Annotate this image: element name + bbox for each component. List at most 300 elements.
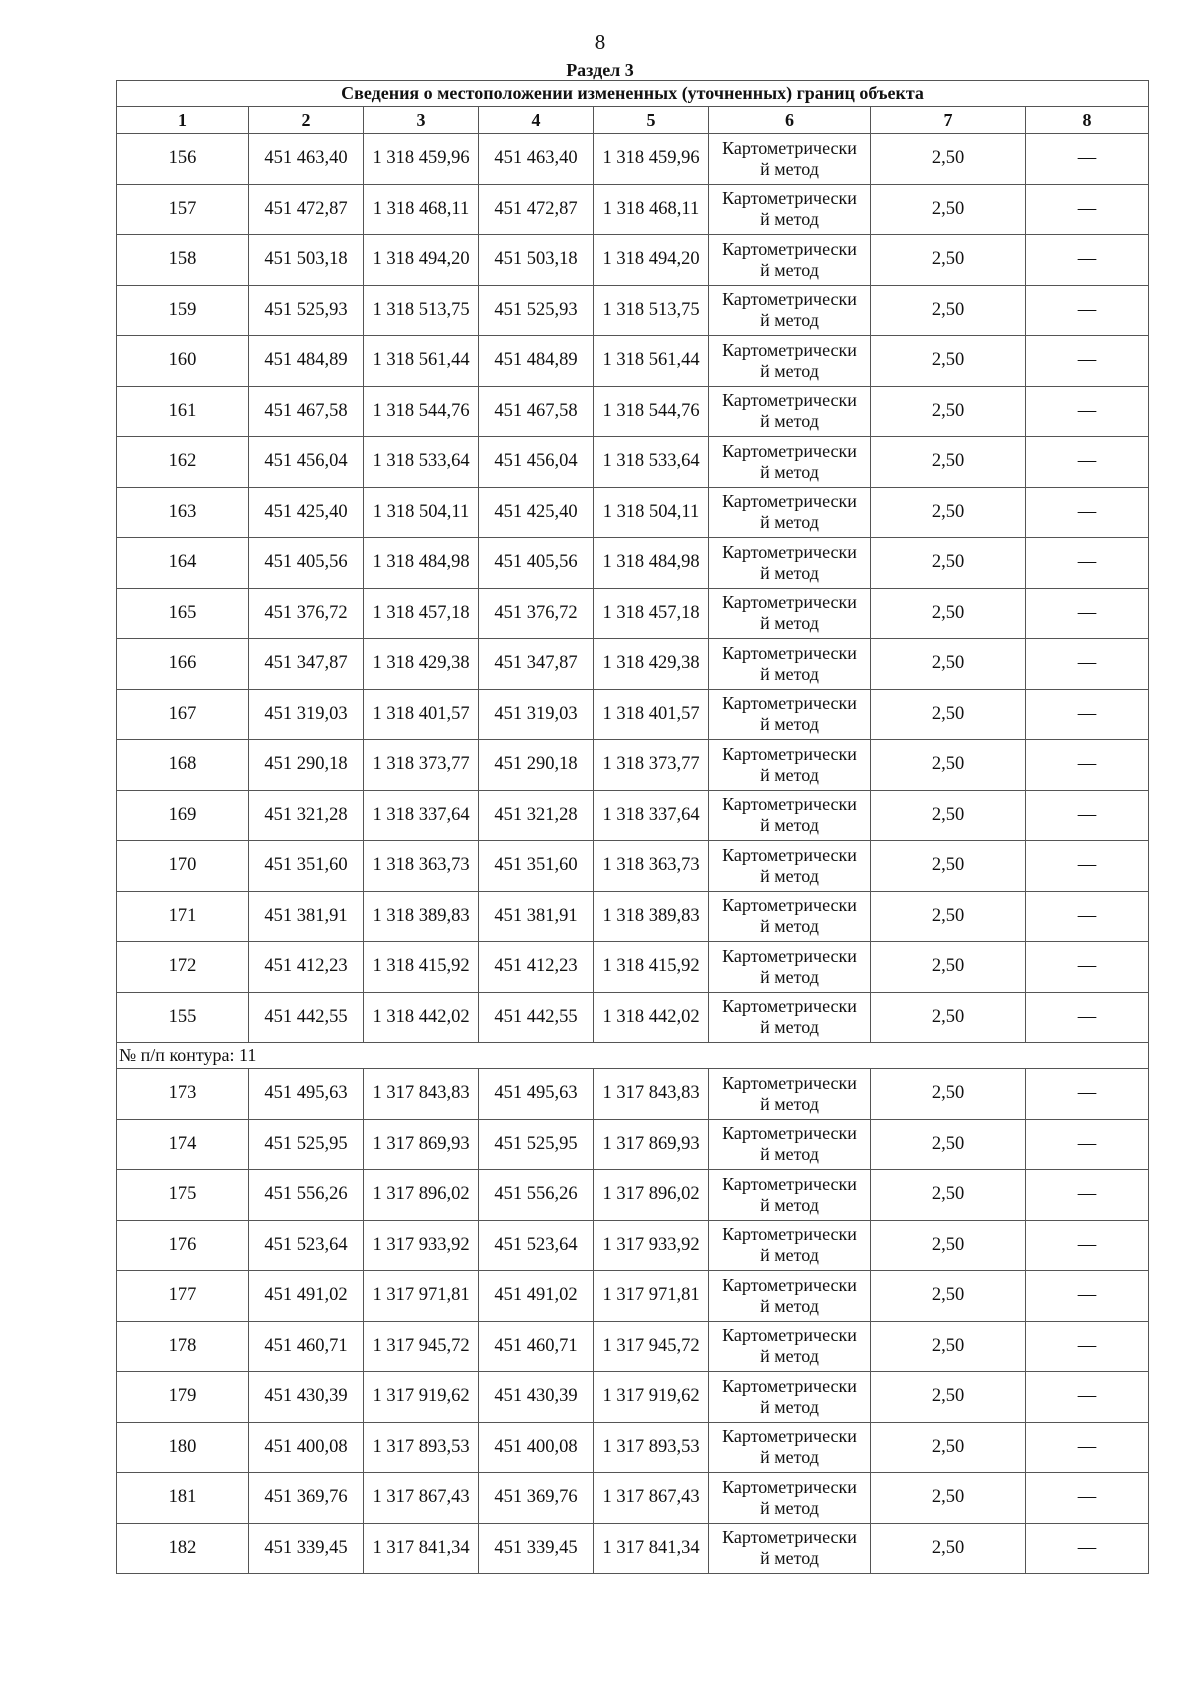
y-existing-cell: 1 317 841,34 (364, 1523, 479, 1574)
y-new-cell: 1 317 841,34 (594, 1523, 709, 1574)
description-cell: — (1026, 942, 1149, 993)
table-row (117, 487, 1149, 538)
accuracy-cell: 2,50 (871, 538, 1026, 589)
y-new-cell: 1 318 544,76 (594, 386, 709, 437)
description-cell: — (1026, 841, 1149, 892)
method-text: Картометрически (722, 1123, 857, 1144)
method-text: Картометрически (722, 188, 857, 209)
y-new-cell: 1 318 484,98 (594, 538, 709, 589)
method-text: й метод (760, 764, 819, 785)
x-new-cell: 451 460,71 (479, 1321, 594, 1372)
table-row (117, 1321, 1149, 1372)
method-text: Картометрически (722, 440, 857, 461)
x-new-cell: 451 556,26 (479, 1170, 594, 1221)
x-new-cell: 451 495,63 (479, 1069, 594, 1120)
accuracy-cell: 2,50 (871, 1321, 1026, 1372)
table-row (117, 1422, 1149, 1473)
y-existing-cell: 1 318 337,64 (364, 790, 479, 841)
method-text: й метод (760, 360, 819, 381)
method-cell (709, 538, 871, 589)
description-cell: — (1026, 689, 1149, 740)
table-row (117, 134, 1149, 185)
y-existing-cell: 1 317 869,93 (364, 1119, 479, 1170)
description-cell: — (1026, 1321, 1149, 1372)
y-existing-cell: 1 317 919,62 (364, 1372, 479, 1423)
y-new-cell: 1 318 442,02 (594, 992, 709, 1043)
method-text: Картометрически (722, 238, 857, 259)
description-cell: — (1026, 1271, 1149, 1322)
method-cell (709, 740, 871, 791)
table-row (117, 538, 1149, 589)
y-existing-cell: 1 318 533,64 (364, 437, 479, 488)
description-cell: — (1026, 1523, 1149, 1574)
method-text: й метод (760, 411, 819, 432)
method-cell (709, 437, 871, 488)
x-new-cell: 451 491,02 (479, 1271, 594, 1322)
description-cell: — (1026, 1422, 1149, 1473)
method-text: й метод (760, 1497, 819, 1518)
table-body (117, 134, 1149, 1574)
accuracy-cell: 2,50 (871, 1422, 1026, 1473)
y-new-cell: 1 317 919,62 (594, 1372, 709, 1423)
x-existing-cell: 451 484,89 (249, 336, 364, 387)
method-cell (709, 134, 871, 185)
accuracy-cell: 2,50 (871, 285, 1026, 336)
description-cell: — (1026, 134, 1149, 185)
x-new-cell: 451 523,64 (479, 1220, 594, 1271)
x-existing-cell: 451 442,55 (249, 992, 364, 1043)
description-cell: — (1026, 1473, 1149, 1524)
boundary-coordinates-table (116, 80, 1149, 1574)
accuracy-cell: 2,50 (871, 487, 1026, 538)
point-number-cell: 175 (117, 1170, 249, 1221)
y-new-cell: 1 318 468,11 (594, 184, 709, 235)
y-new-cell: 1 318 561,44 (594, 336, 709, 387)
method-text: Картометрически (722, 339, 857, 360)
x-existing-cell: 451 351,60 (249, 841, 364, 892)
x-new-cell: 451 319,03 (479, 689, 594, 740)
x-new-cell: 451 503,18 (479, 235, 594, 286)
method-text: й метод (760, 815, 819, 836)
method-text: й метод (760, 1295, 819, 1316)
x-existing-cell: 451 503,18 (249, 235, 364, 286)
method-text: Картометрически (722, 743, 857, 764)
method-text: Картометрически (722, 1072, 857, 1093)
description-cell: — (1026, 437, 1149, 488)
point-number-cell: 166 (117, 639, 249, 690)
accuracy-cell: 2,50 (871, 992, 1026, 1043)
method-text: Картометрически (722, 491, 857, 512)
x-existing-cell: 451 347,87 (249, 639, 364, 690)
point-number-cell: 176 (117, 1220, 249, 1271)
table-row (117, 689, 1149, 740)
x-existing-cell: 451 412,23 (249, 942, 364, 993)
point-number-cell: 160 (117, 336, 249, 387)
y-existing-cell: 1 318 442,02 (364, 992, 479, 1043)
point-number-cell: 180 (117, 1422, 249, 1473)
point-number-cell: 182 (117, 1523, 249, 1574)
x-existing-cell: 451 400,08 (249, 1422, 364, 1473)
x-new-cell: 451 456,04 (479, 437, 594, 488)
description-cell: — (1026, 891, 1149, 942)
x-new-cell: 451 321,28 (479, 790, 594, 841)
method-cell (709, 1069, 871, 1120)
x-new-cell: 451 525,95 (479, 1119, 594, 1170)
accuracy-cell: 2,50 (871, 386, 1026, 437)
y-existing-cell: 1 317 893,53 (364, 1422, 479, 1473)
y-new-cell: 1 317 893,53 (594, 1422, 709, 1473)
y-existing-cell: 1 317 945,72 (364, 1321, 479, 1372)
method-text: Картометрически (722, 592, 857, 613)
method-cell (709, 1119, 871, 1170)
x-existing-cell: 451 425,40 (249, 487, 364, 538)
x-existing-cell: 451 525,95 (249, 1119, 364, 1170)
y-existing-cell: 1 318 389,83 (364, 891, 479, 942)
accuracy-cell: 2,50 (871, 134, 1026, 185)
description-cell: — (1026, 235, 1149, 286)
method-text: й метод (760, 310, 819, 331)
accuracy-cell: 2,50 (871, 639, 1026, 690)
accuracy-cell: 2,50 (871, 1069, 1026, 1120)
y-new-cell: 1 318 504,11 (594, 487, 709, 538)
description-cell: — (1026, 1372, 1149, 1423)
method-cell (709, 1170, 871, 1221)
x-existing-cell: 451 381,91 (249, 891, 364, 942)
point-number-cell: 171 (117, 891, 249, 942)
point-number-cell: 172 (117, 942, 249, 993)
method-text: й метод (760, 1144, 819, 1165)
y-new-cell: 1 318 513,75 (594, 285, 709, 336)
method-cell (709, 487, 871, 538)
method-text: й метод (760, 865, 819, 886)
y-new-cell: 1 318 459,96 (594, 134, 709, 185)
table-row (117, 1069, 1149, 1120)
method-text: й метод (760, 461, 819, 482)
table-row (117, 1170, 1149, 1221)
x-existing-cell: 451 319,03 (249, 689, 364, 740)
column-number: 1 (117, 107, 249, 134)
y-existing-cell: 1 318 401,57 (364, 689, 479, 740)
method-text: й метод (760, 966, 819, 987)
table-row (117, 891, 1149, 942)
method-text: Картометрически (722, 895, 857, 916)
method-cell (709, 841, 871, 892)
method-text: й метод (760, 1396, 819, 1417)
contour-row (117, 1043, 1149, 1069)
y-existing-cell: 1 317 843,83 (364, 1069, 479, 1120)
method-text: й метод (760, 1093, 819, 1114)
method-text: й метод (760, 562, 819, 583)
accuracy-cell: 2,50 (871, 1271, 1026, 1322)
table-row (117, 942, 1149, 993)
method-cell (709, 386, 871, 437)
point-number-cell: 157 (117, 184, 249, 235)
x-existing-cell: 451 321,28 (249, 790, 364, 841)
method-cell (709, 588, 871, 639)
x-existing-cell: 451 525,93 (249, 285, 364, 336)
point-number-cell: 156 (117, 134, 249, 185)
description-cell: — (1026, 1069, 1149, 1120)
x-new-cell: 451 351,60 (479, 841, 594, 892)
x-new-cell: 451 381,91 (479, 891, 594, 942)
method-cell (709, 639, 871, 690)
accuracy-cell: 2,50 (871, 336, 1026, 387)
accuracy-cell: 2,50 (871, 1170, 1026, 1221)
method-text: Картометрически (722, 693, 857, 714)
x-new-cell: 451 290,18 (479, 740, 594, 791)
description-cell: — (1026, 639, 1149, 690)
method-text: й метод (760, 1194, 819, 1215)
x-new-cell: 451 525,93 (479, 285, 594, 336)
y-existing-cell: 1 318 373,77 (364, 740, 479, 791)
accuracy-cell: 2,50 (871, 1473, 1026, 1524)
x-new-cell: 451 442,55 (479, 992, 594, 1043)
method-cell (709, 992, 871, 1043)
point-number-cell: 158 (117, 235, 249, 286)
method-text: й метод (760, 259, 819, 280)
method-text: й метод (760, 714, 819, 735)
y-new-cell: 1 317 867,43 (594, 1473, 709, 1524)
x-existing-cell: 451 405,56 (249, 538, 364, 589)
method-text: Картометрически (722, 1173, 857, 1194)
method-text: Картометрически (722, 1527, 857, 1548)
table-caption: Сведения о местоположении измененных (уточненных) границ объекта (117, 81, 1149, 107)
method-cell (709, 336, 871, 387)
x-existing-cell: 451 523,64 (249, 1220, 364, 1271)
column-number: 5 (594, 107, 709, 134)
accuracy-cell: 2,50 (871, 588, 1026, 639)
method-cell (709, 689, 871, 740)
point-number-cell: 170 (117, 841, 249, 892)
point-number-cell: 161 (117, 386, 249, 437)
accuracy-cell: 2,50 (871, 790, 1026, 841)
table-row (117, 588, 1149, 639)
table-row (117, 336, 1149, 387)
point-number-cell: 168 (117, 740, 249, 791)
method-text: й метод (760, 512, 819, 533)
point-number-cell: 165 (117, 588, 249, 639)
point-number-cell: 178 (117, 1321, 249, 1372)
method-text: й метод (760, 1245, 819, 1266)
x-existing-cell: 451 472,87 (249, 184, 364, 235)
method-text: Картометрически (722, 1224, 857, 1245)
table-row (117, 184, 1149, 235)
y-existing-cell: 1 318 415,92 (364, 942, 479, 993)
method-text: й метод (760, 158, 819, 179)
table-row (117, 1220, 1149, 1271)
y-new-cell: 1 317 896,02 (594, 1170, 709, 1221)
method-cell (709, 891, 871, 942)
point-number-cell: 159 (117, 285, 249, 336)
description-cell: — (1026, 1170, 1149, 1221)
x-existing-cell: 451 491,02 (249, 1271, 364, 1322)
y-new-cell: 1 318 373,77 (594, 740, 709, 791)
description-cell: — (1026, 336, 1149, 387)
point-number-cell: 179 (117, 1372, 249, 1423)
x-existing-cell: 451 556,26 (249, 1170, 364, 1221)
x-new-cell: 451 347,87 (479, 639, 594, 690)
table-row (117, 235, 1149, 286)
description-cell: — (1026, 1220, 1149, 1271)
x-new-cell: 451 472,87 (479, 184, 594, 235)
x-new-cell: 451 405,56 (479, 538, 594, 589)
y-existing-cell: 1 318 544,76 (364, 386, 479, 437)
table-row (117, 992, 1149, 1043)
method-cell (709, 790, 871, 841)
method-text: Картометрически (722, 1325, 857, 1346)
x-new-cell: 451 467,58 (479, 386, 594, 437)
method-text: й метод (760, 663, 819, 684)
accuracy-cell: 2,50 (871, 689, 1026, 740)
y-new-cell: 1 318 337,64 (594, 790, 709, 841)
y-new-cell: 1 317 971,81 (594, 1271, 709, 1322)
x-existing-cell: 451 430,39 (249, 1372, 364, 1423)
y-existing-cell: 1 317 896,02 (364, 1170, 479, 1221)
description-cell: — (1026, 285, 1149, 336)
accuracy-cell: 2,50 (871, 1119, 1026, 1170)
y-existing-cell: 1 317 933,92 (364, 1220, 479, 1271)
method-cell (709, 1271, 871, 1322)
table-row (117, 1473, 1149, 1524)
y-new-cell: 1 318 457,18 (594, 588, 709, 639)
x-new-cell: 451 484,89 (479, 336, 594, 387)
x-existing-cell: 451 467,58 (249, 386, 364, 437)
point-number-cell: 167 (117, 689, 249, 740)
description-cell: — (1026, 740, 1149, 791)
method-text: Картометрически (722, 945, 857, 966)
y-new-cell: 1 317 843,83 (594, 1069, 709, 1120)
y-new-cell: 1 318 363,73 (594, 841, 709, 892)
x-new-cell: 451 400,08 (479, 1422, 594, 1473)
contour-label: № п/п контура: 11 (117, 1043, 1149, 1069)
table-row (117, 841, 1149, 892)
method-text: Картометрически (722, 1274, 857, 1295)
point-number-cell: 163 (117, 487, 249, 538)
point-number-cell: 177 (117, 1271, 249, 1322)
column-number: 3 (364, 107, 479, 134)
column-number: 4 (479, 107, 594, 134)
table-row (117, 1523, 1149, 1574)
x-existing-cell: 451 456,04 (249, 437, 364, 488)
y-new-cell: 1 317 869,93 (594, 1119, 709, 1170)
section-title: Раздел 3 (566, 60, 634, 80)
table-row (117, 1119, 1149, 1170)
method-text: Картометрически (722, 390, 857, 411)
method-text: Картометрически (722, 541, 857, 562)
accuracy-cell: 2,50 (871, 891, 1026, 942)
point-number-cell: 181 (117, 1473, 249, 1524)
method-cell (709, 1220, 871, 1271)
y-existing-cell: 1 318 363,73 (364, 841, 479, 892)
table-row (117, 639, 1149, 690)
method-cell (709, 184, 871, 235)
description-cell: — (1026, 588, 1149, 639)
y-new-cell: 1 318 429,38 (594, 639, 709, 690)
y-existing-cell: 1 317 867,43 (364, 1473, 479, 1524)
y-new-cell: 1 318 401,57 (594, 689, 709, 740)
point-number-cell: 155 (117, 992, 249, 1043)
method-cell (709, 1473, 871, 1524)
method-text: й метод (760, 613, 819, 634)
x-existing-cell: 451 463,40 (249, 134, 364, 185)
method-text: Картометрически (722, 794, 857, 815)
y-new-cell: 1 317 945,72 (594, 1321, 709, 1372)
table-row (117, 740, 1149, 791)
accuracy-cell: 2,50 (871, 184, 1026, 235)
y-existing-cell: 1 318 468,11 (364, 184, 479, 235)
y-existing-cell: 1 318 494,20 (364, 235, 479, 286)
accuracy-cell: 2,50 (871, 1220, 1026, 1271)
table-row (117, 437, 1149, 488)
accuracy-cell: 2,50 (871, 437, 1026, 488)
method-cell (709, 942, 871, 993)
x-existing-cell: 451 369,76 (249, 1473, 364, 1524)
x-new-cell: 451 412,23 (479, 942, 594, 993)
method-text: Картометрически (722, 1476, 857, 1497)
method-text: й метод (760, 1447, 819, 1468)
column-number: 8 (1026, 107, 1149, 134)
x-new-cell: 451 430,39 (479, 1372, 594, 1423)
point-number-cell: 162 (117, 437, 249, 488)
accuracy-cell: 2,50 (871, 841, 1026, 892)
description-cell: — (1026, 1119, 1149, 1170)
accuracy-cell: 2,50 (871, 942, 1026, 993)
y-new-cell: 1 318 494,20 (594, 235, 709, 286)
method-cell (709, 1321, 871, 1372)
x-existing-cell: 451 339,45 (249, 1523, 364, 1574)
x-new-cell: 451 369,76 (479, 1473, 594, 1524)
table-row (117, 790, 1149, 841)
table-row (117, 285, 1149, 336)
point-number-cell: 169 (117, 790, 249, 841)
x-existing-cell: 451 495,63 (249, 1069, 364, 1120)
y-existing-cell: 1 318 459,96 (364, 134, 479, 185)
description-cell: — (1026, 184, 1149, 235)
column-number: 7 (871, 107, 1026, 134)
method-text: Картометрически (722, 1426, 857, 1447)
y-existing-cell: 1 318 484,98 (364, 538, 479, 589)
description-cell: — (1026, 386, 1149, 437)
accuracy-cell: 2,50 (871, 740, 1026, 791)
y-existing-cell: 1 318 504,11 (364, 487, 479, 538)
column-number: 6 (709, 107, 871, 134)
method-cell (709, 1372, 871, 1423)
x-new-cell: 451 376,72 (479, 588, 594, 639)
y-new-cell: 1 318 389,83 (594, 891, 709, 942)
method-cell (709, 235, 871, 286)
table-row (117, 1271, 1149, 1322)
x-existing-cell: 451 290,18 (249, 740, 364, 791)
method-text: й метод (760, 1346, 819, 1367)
method-cell (709, 1422, 871, 1473)
x-new-cell: 451 463,40 (479, 134, 594, 185)
x-new-cell: 451 339,45 (479, 1523, 594, 1574)
x-existing-cell: 451 376,72 (249, 588, 364, 639)
table-row (117, 386, 1149, 437)
y-existing-cell: 1 317 971,81 (364, 1271, 479, 1322)
y-existing-cell: 1 318 513,75 (364, 285, 479, 336)
table-row (117, 1372, 1149, 1423)
page-number: 8 (594, 30, 606, 54)
accuracy-cell: 2,50 (871, 235, 1026, 286)
y-existing-cell: 1 318 561,44 (364, 336, 479, 387)
method-cell (709, 285, 871, 336)
x-existing-cell: 451 460,71 (249, 1321, 364, 1372)
x-new-cell: 451 425,40 (479, 487, 594, 538)
y-new-cell: 1 317 933,92 (594, 1220, 709, 1271)
accuracy-cell: 2,50 (871, 1523, 1026, 1574)
column-number: 2 (249, 107, 364, 134)
